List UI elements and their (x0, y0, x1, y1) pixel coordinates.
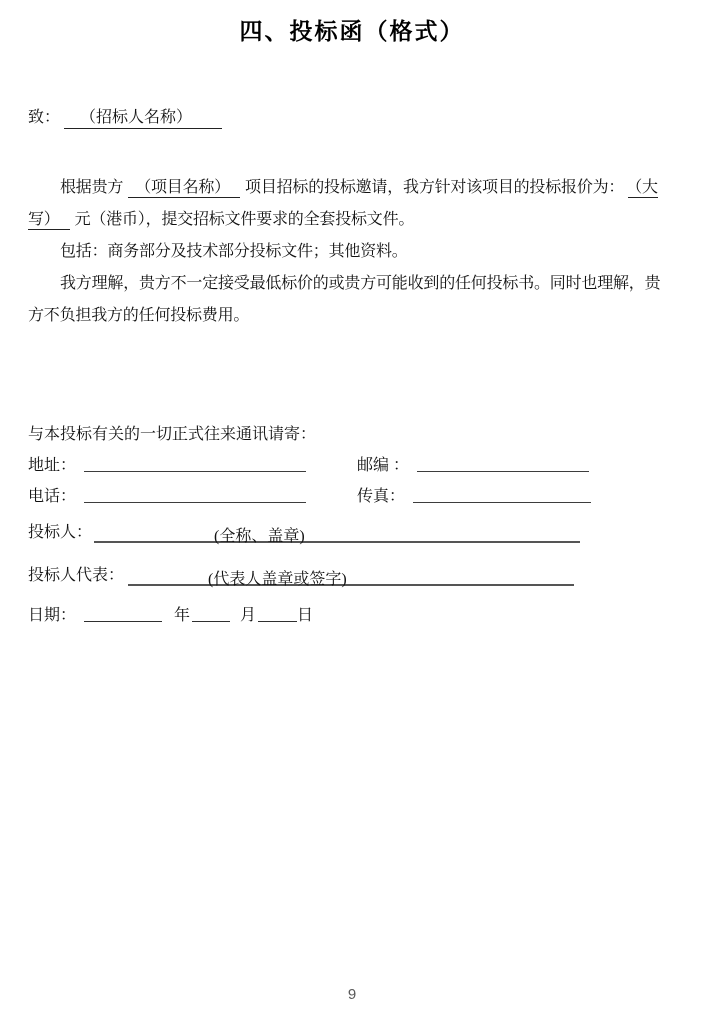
phone-blank (84, 486, 306, 503)
address-label: 地址： (28, 457, 77, 474)
postcode-blank (417, 455, 589, 472)
year-label: 年 (174, 607, 191, 624)
address-field (28, 451, 357, 481)
address-blank (84, 455, 306, 472)
representative-label: 投标人代表： (28, 567, 125, 584)
contact-intro: 与本投标有关的一切正式往来通讯请寄： (28, 426, 317, 443)
p1-text: 根据贵方 (60, 179, 124, 196)
body-paragraphs (28, 172, 676, 332)
date-label: 日期： (28, 607, 77, 624)
paragraph-2: 包括：商务部分及技术部分投标文件；其他资料。 (60, 243, 408, 260)
contact-row-2 (28, 481, 676, 512)
bid-price-blank-end: 写） (28, 211, 70, 230)
date-year-blank (84, 606, 162, 622)
fax-blank (413, 486, 591, 503)
bidder-name-blank (94, 523, 580, 543)
representative-hint: (代表人盖章或签字) (208, 571, 347, 588)
bidder-signature-row (28, 519, 676, 543)
page-number: 9 (347, 986, 357, 1003)
contact-section (28, 420, 676, 512)
date-month-blank (192, 606, 230, 622)
contact-row-1 (28, 450, 676, 481)
month-label: 月 (240, 607, 257, 624)
bidder-label: 投标人： (28, 524, 93, 541)
representative-signature-row (28, 562, 676, 586)
paragraph-3-line-1: 我方理解，贵方不一定接受最低标价的或贵方可能收到的任何投标书。同时也理解，贵 (60, 275, 661, 292)
salutation-line (28, 104, 676, 127)
project-name-blank: （项目名称） (128, 179, 240, 198)
tenderer-name-blank: （招标人名称） (64, 109, 222, 129)
postcode-field (357, 451, 589, 481)
postcode-label: 邮编 ： (357, 457, 410, 474)
p1-text: 项目招标的投标邀请，我方针对该项目的投标报价为： (245, 179, 625, 196)
paragraph-1-line-2 (28, 204, 676, 236)
paragraph-1-line-1 (28, 172, 676, 204)
phone-field (28, 482, 357, 512)
date-row (28, 602, 676, 625)
date-day-blank (258, 606, 297, 622)
fax-field (357, 482, 591, 512)
day-label: 日 (297, 607, 314, 624)
paragraph-3-line-2: 方不负担我方的任何投标费用。 (28, 307, 250, 324)
p1-text: 元（港币），提交招标文件要求的全套投标文件。 (74, 211, 415, 228)
salutation-label: 致： (28, 109, 61, 126)
bidder-hint: (全称、盖章) (214, 528, 305, 545)
representative-name-blank (128, 566, 574, 586)
bid-price-blank-start: （大 (628, 179, 658, 198)
fax-label: 传真： (357, 488, 406, 505)
phone-label: 电话： (28, 488, 77, 505)
page-title: 四、投标函（格式） (239, 18, 465, 44)
